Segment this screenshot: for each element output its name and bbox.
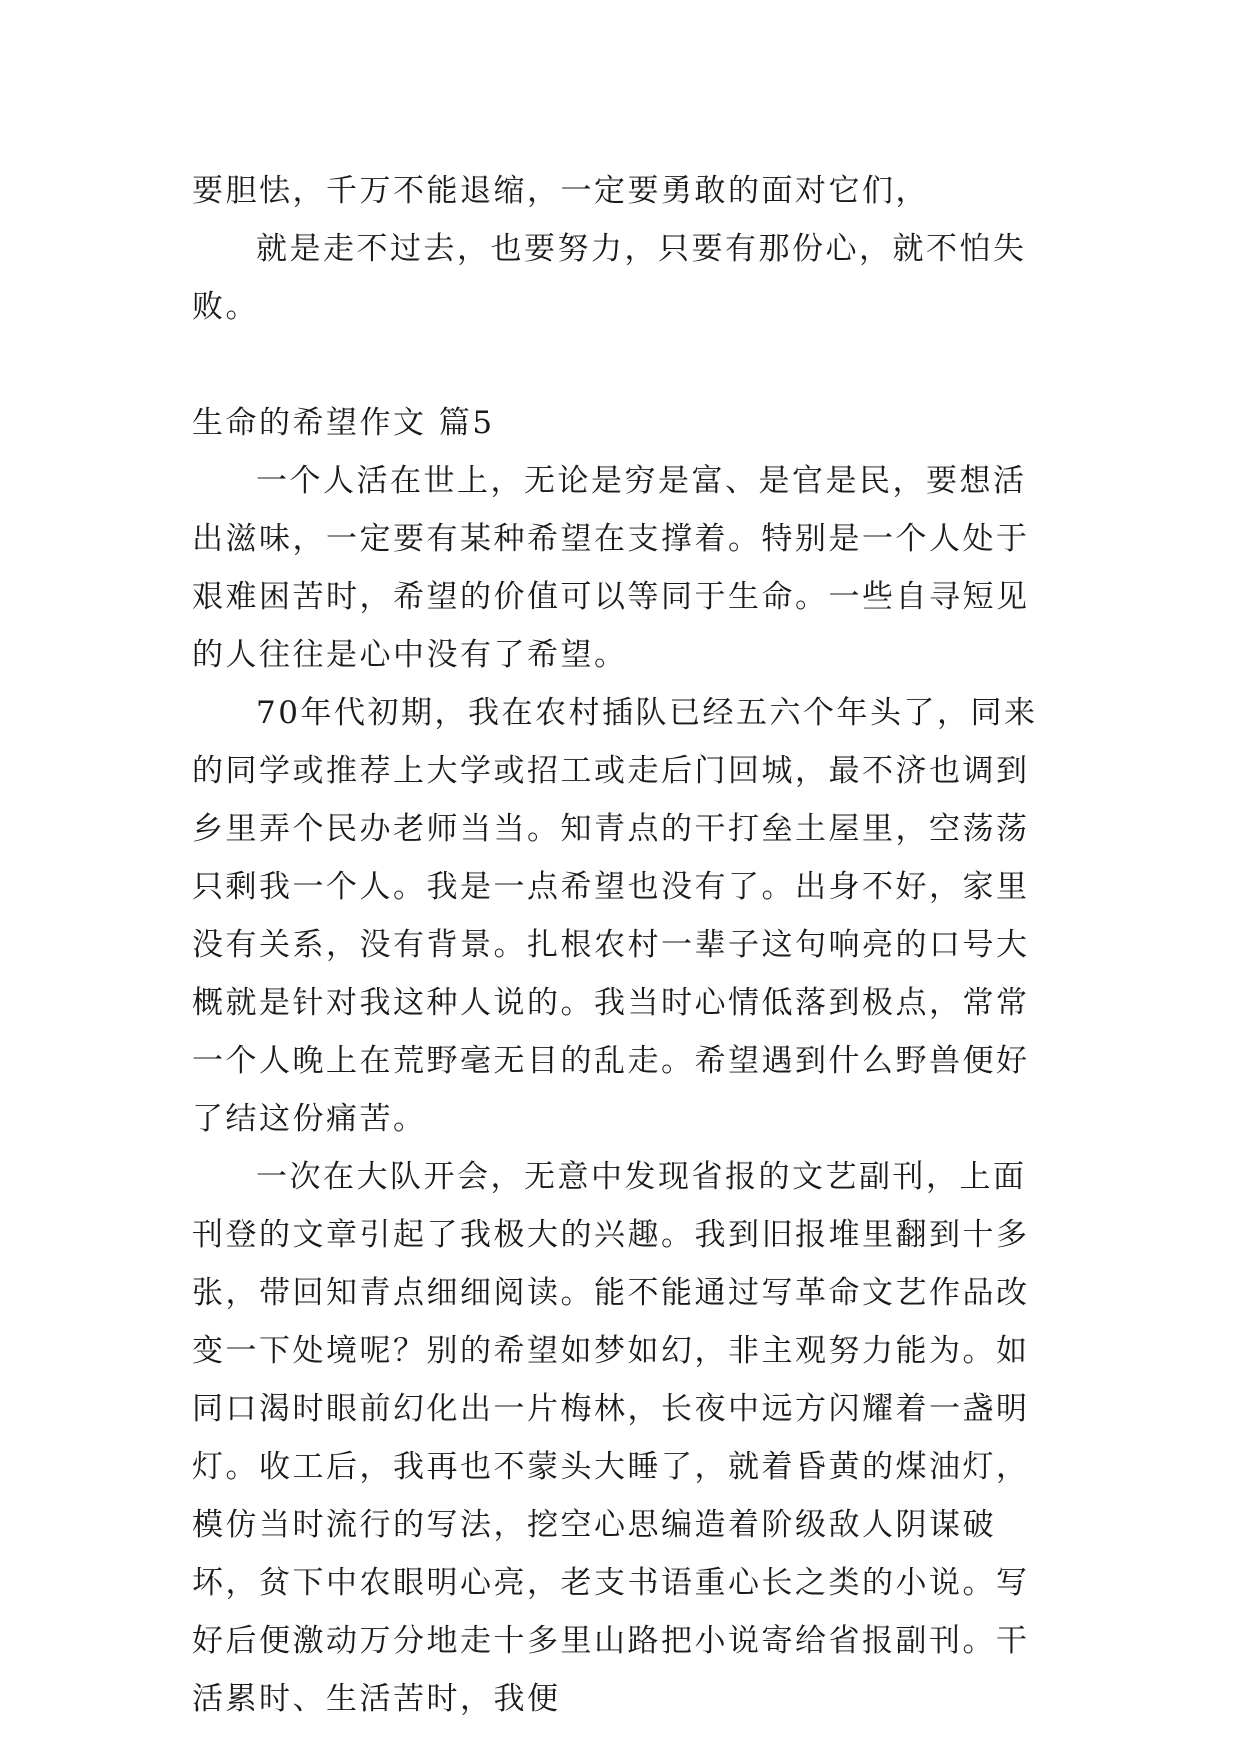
paragraph: 一个人活在世上，无论是穷是富、是官是民，要想活出滋味，一定要有某种希望在支撑着。特别是一个人处于艰难困苦时，希望的价值可以等同于生命。一些自寻短见的人往往是心中没有了希望。 [192, 463, 1030, 673]
section-heading: 生命的希望作文 篇5 [192, 405, 495, 441]
paragraph: 就是走不过去，也要努力，只要有那份心，就不怕失败。 [192, 231, 1027, 325]
paragraph: 70年代初期，我在农村插队已经五六个年头了，同来的同学或推荐上大学或招工或走后门回城，最不济也调到乡里弄个民办老师当当。知青点的干打垒土屋里，空荡荡只剩我一个人。我是一点希望也没有了。出身不好，家里没有关系，没有背景。扎根农村一辈子这句响亮的口号大概就是针对我这种人说的。我当时心情低落到极点，常常一个人晚上在荒野毫无目的乱走。希望遇到什么野兽便好了结这份痛苦。 [192, 695, 1038, 1137]
article-body [192, 162, 1052, 1728]
paragraph: 一次在大队开会，无意中发现省报的文艺副刊，上面刊登的文章引起了我极大的兴趣。我到旧报堆里翻到十多张，带回知青点细细阅读。能不能通过写革命文艺作品改变一下处境呢？别的希望如梦如幻，非主观努力能为。如同口渴时眼前幻化出一片梅林，长夜中远方闪耀着一盏明灯。收工后，我再也不蒙头大睡了，就着昏黄的煤油灯，模仿当时流行的写法，挖空心思编造着阶级敌人阴谋破坏，贫下中农眼明心亮，老支书语重心长之类的小说。写好后便激动万分地走十多里山路把小说寄给省报副刊。干活累时、生活苦时，我便 [192, 1159, 1030, 1717]
paragraph-continued: 要胆怯，千万不能退缩，一定要勇敢的面对它们， [192, 173, 929, 209]
